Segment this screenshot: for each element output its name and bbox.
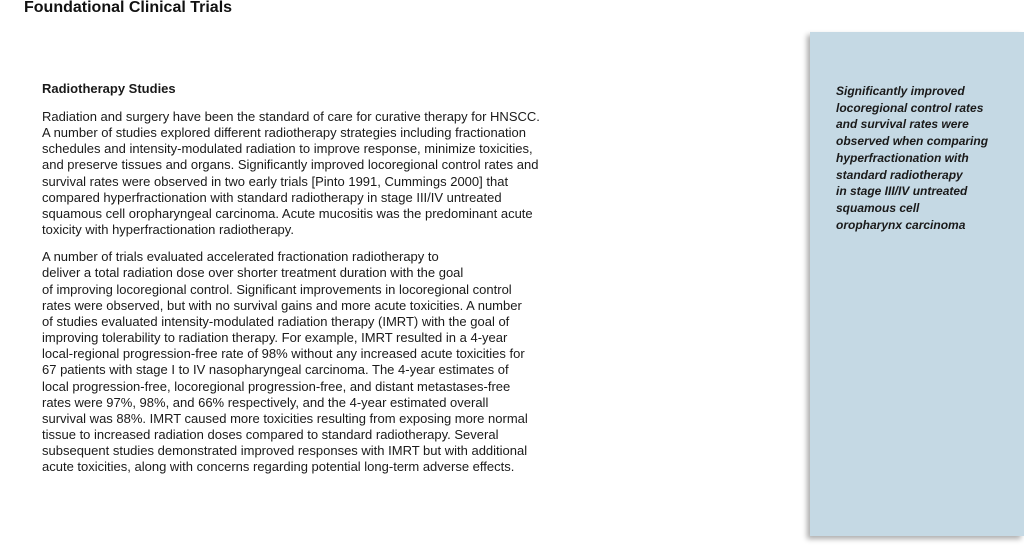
callout-box bbox=[810, 32, 1024, 536]
callout-text bbox=[836, 83, 1024, 233]
paragraph-line: improving tolerability to radiation therapy. For example, IMRT resulted in a 4-year bbox=[42, 330, 508, 346]
paragraph-line: deliver a total radiation dose over shorter treatment duration with the goal bbox=[42, 265, 464, 281]
paragraph-line: rates were 97%, 98%, and 66% respectively, and the 4-year estimated overall bbox=[42, 394, 489, 410]
paragraph-line: local progression-free, locoregional progression-free, and distant metastases-free bbox=[42, 378, 511, 394]
paragraph-2 bbox=[42, 249, 602, 475]
paragraph-line: and preserve tissues and organs. Significantly improved locoregional control rates and bbox=[42, 157, 539, 173]
callout-line: standard radiotherapy bbox=[836, 167, 963, 182]
paragraph-line: of studies evaluated intensity-modulated radiation therapy (IMRT) with the goal of bbox=[42, 313, 510, 329]
callout-line: oropharynx carcinoma bbox=[836, 217, 966, 232]
main-content bbox=[42, 81, 602, 486]
paragraph-line: squamous cell oropharyngeal carcinoma. Acute mucositis was the predominant acute bbox=[42, 205, 533, 221]
paragraph-line: compared hyperfractionation with standard radiotherapy in stage III/IV untreated bbox=[42, 189, 502, 205]
paragraph-1 bbox=[42, 109, 602, 238]
callout-line: Significantly improved bbox=[836, 84, 965, 98]
paragraph-line: acute toxicities, along with concerns regarding potential long-term adverse effects. bbox=[42, 459, 515, 475]
callout-line: hyperfractionation with bbox=[836, 150, 969, 165]
callout-line: in stage III/IV untreated bbox=[836, 184, 968, 199]
paragraph-line: survival was 88%. IMRT caused more toxicities resulting from exposing more normal bbox=[42, 410, 528, 426]
paragraph-line: tissue to increased radiation doses compared to standard radiotherapy. Several bbox=[42, 426, 499, 442]
callout-line: squamous cell bbox=[836, 200, 920, 215]
paragraph-line: toxicity with hyperfractionation radiotherapy. bbox=[42, 222, 294, 238]
paragraph-line: of improving locoregional control. Significant improvements in locoregional control bbox=[42, 281, 512, 297]
paragraph-line: Radiation and surgery have been the standard of care for curative therapy for HNSCC. bbox=[42, 109, 540, 124]
paragraph-line: rates were observed, but with no survival gains and more acute toxicities. A number bbox=[42, 297, 522, 313]
callout-line: observed when comparing bbox=[836, 134, 989, 149]
paragraph-line: 67 patients with stage I to IV nasopharyngeal carcinoma. The 4-year estimates of bbox=[42, 362, 509, 378]
callout-line: and survival rates were bbox=[836, 117, 969, 132]
paragraph-line: survival rates were observed in two early trials [Pinto 1991, Cummings 2000] that bbox=[42, 173, 509, 189]
callout-line: locoregional control rates bbox=[836, 100, 984, 115]
paragraph-line: local-regional progression-free rate of 98% without any increased acute toxicities for bbox=[42, 346, 525, 362]
page-title: Foundational Clinical Trials bbox=[24, 0, 233, 16]
paragraph-line: schedules and intensity-modulated radiation to improve response, minimize toxicities, bbox=[42, 141, 533, 157]
paragraph-line: subsequent studies demonstrated improved responses with IMRT but with additional bbox=[42, 443, 528, 459]
paragraph-line: A number of studies explored different radiotherapy strategies including fractionation bbox=[42, 125, 526, 141]
section-heading: Radiotherapy Studies bbox=[42, 81, 176, 96]
paragraph-line: A number of trials evaluated accelerated fractionation radiotherapy to bbox=[42, 249, 439, 265]
